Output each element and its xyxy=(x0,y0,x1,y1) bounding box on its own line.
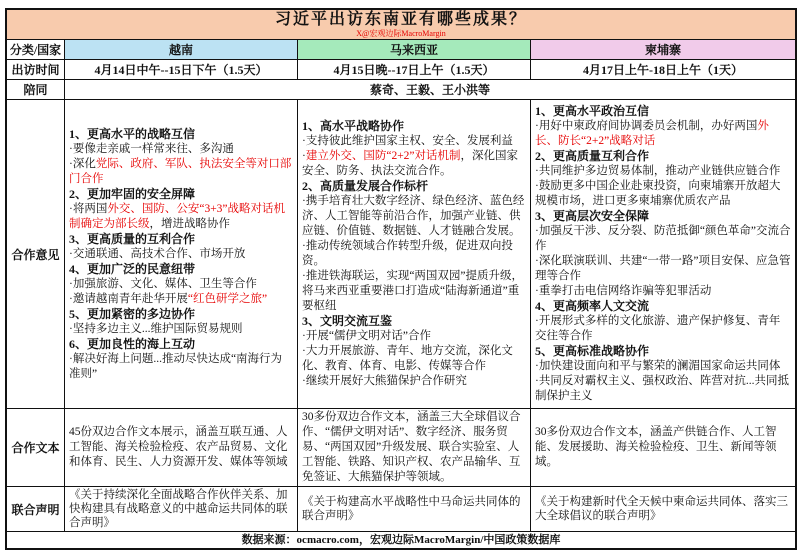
plain-text: ·加快建设面向和平与繁荣的澜湄国家命运共同体 xyxy=(535,360,781,372)
opinion-section-header xyxy=(69,187,293,202)
plain-text: ·加强反干涉、反分裂、防范抵御“颜色革命”交流合作 xyxy=(535,225,791,252)
opinion-bullet xyxy=(302,329,526,344)
joint-statement-row xyxy=(7,487,795,532)
plain-text: ·要像走亲戚一样常来往、多沟通 xyxy=(69,142,234,155)
plain-text: 2、更高质量互利合作 xyxy=(535,149,650,163)
plain-text: ·深化联演联训、共建“一带一路”项目安保、应急管理等合作 xyxy=(535,255,791,282)
opinion-bullet xyxy=(69,292,293,307)
opinion-bullet xyxy=(535,119,791,149)
highlighted-text: 外交、国防、公安“3+3”战略对话机制确定为部长级 xyxy=(69,202,286,230)
opinion-section-header xyxy=(69,337,293,352)
companions-row xyxy=(7,80,795,100)
title-row xyxy=(7,10,795,40)
visit-results-table xyxy=(5,8,797,550)
opinion-section-header xyxy=(535,299,791,314)
opinion-section-header xyxy=(69,307,293,322)
visit-time-label: 出访时间 xyxy=(7,60,65,79)
plain-text: ，深化国家安全、防务、执法交流合作。 xyxy=(302,150,519,177)
statement-cambodia: 《关于构建新时代全天候中柬命运共同体、落实三大全球倡议的联合声明》 xyxy=(535,496,788,522)
plain-text: 3、更高质量的互利合作 xyxy=(69,231,196,246)
highlighted-text: 建立外交、国防“2+2”对话机制 xyxy=(305,150,461,162)
country-header-row xyxy=(7,40,795,60)
opinion-section-header xyxy=(535,149,791,164)
opinion-bullet xyxy=(69,202,293,232)
plain-text: ·共同反对霸权主义、强权政治、阵营对抗...共同抵制保护主义 xyxy=(535,375,789,402)
opinion-bullet xyxy=(535,179,791,209)
visit-time-vietnam: 4月14日中午--15日下午（1.5天） xyxy=(65,60,298,79)
opinion-section-header xyxy=(535,104,791,119)
plain-text: ·推动传统领域合作转型升级，促进双向投资。 xyxy=(302,240,513,267)
opinion-section-header xyxy=(535,209,791,224)
opinion-section-header xyxy=(69,232,293,247)
opinion-bullet xyxy=(535,164,791,179)
column-header-cambodia: 柬埔寨 xyxy=(531,40,795,59)
column-header-malaysia: 马来西亚 xyxy=(298,40,531,59)
plain-text: ·将两国 xyxy=(69,202,108,215)
opinions-cambodia xyxy=(531,100,795,408)
plain-text: ·开展形式多样的文化旅游、遗产保护修复、青年交往等合作 xyxy=(535,315,781,342)
statement-vietnam: 《关于持续深化全面战略合作伙伴关系、加快构建具有战略意义的中越命运共同体的联合声明》 xyxy=(65,487,298,531)
plain-text: 1、高水平战略协作 xyxy=(302,119,405,133)
statement-label: 联合声明 xyxy=(7,487,65,531)
plain-text: · xyxy=(302,150,306,162)
opinion-section-header xyxy=(69,127,293,142)
opinion-bullet xyxy=(69,247,293,262)
plain-text: 1、更高水平的战略互信 xyxy=(69,126,196,141)
texts-label: 合作文本 xyxy=(7,409,65,486)
column-header-vietnam: 越南 xyxy=(65,40,298,59)
texts-cambodia: 30多份双边合作文本，涵盖产供链合作、人工智能、发展援助、海关检验检疫、卫生、新闻等领域。 xyxy=(535,426,777,468)
plain-text: ·大力开展旅游、青年、地方交流，深化文化、教育、体育、电影、传媒等合作 xyxy=(302,345,513,372)
visit-time-row xyxy=(7,60,795,80)
plain-text: 3、更高层次安全保障 xyxy=(535,209,650,223)
plain-text: 2、更加牢固的安全屏障 xyxy=(69,186,196,201)
opinion-bullet xyxy=(69,142,293,157)
plain-text: ·邀请越南青年赴华开展 xyxy=(69,292,188,305)
plain-text: ·交通联通、高技术合作、市场开放 xyxy=(69,247,246,260)
opinion-bullet xyxy=(302,134,526,149)
plain-text: ·加强旅游、文化、媒体、卫生等合作 xyxy=(69,277,257,290)
opinions-label: 合作意见 xyxy=(7,100,65,408)
plain-text: ，增进战略协作 xyxy=(149,217,230,230)
plain-text: ·继续开展好大熊猫保护合作研究 xyxy=(302,375,467,387)
opinion-bullet xyxy=(535,359,791,374)
plain-text: 5、更高标准战略协作 xyxy=(535,344,650,358)
opinion-section-header xyxy=(302,119,526,134)
visit-time-cambodia: 4月17日上午-18日上午（1天） xyxy=(583,62,743,77)
opinions-vietnam xyxy=(65,100,298,408)
watermark-handle: X@宏观边际MacroMargin xyxy=(356,29,446,38)
companions-value: 蔡奇、王毅、王小洪等 xyxy=(369,82,490,97)
opinion-bullet xyxy=(535,254,791,284)
plain-text: 4、更加广泛的民意纽带 xyxy=(69,261,196,276)
plain-text: ·用好中柬政府间协调委员会机制，办好两国 xyxy=(535,120,758,132)
opinion-bullet xyxy=(69,352,293,382)
plain-text: ·重拳打击电信网络诈骗等犯罪活动 xyxy=(535,285,712,297)
cooperation-texts-row xyxy=(7,409,795,487)
plain-text: ·共同维护多边贸易体制，推动产业链供应链合作 xyxy=(535,165,781,177)
opinion-bullet xyxy=(302,239,526,269)
highlighted-text: “红色研学之旅” xyxy=(187,292,268,305)
plain-text: ·坚持多边主义...维护国际贸易规则 xyxy=(69,322,243,335)
plain-text: 5、更加紧密的多边协作 xyxy=(69,306,196,321)
opinion-bullet xyxy=(302,374,526,389)
opinion-bullet xyxy=(302,269,526,314)
texts-malaysia: 30多份双边合作文本，涵盖三大全球倡议合作、“儒伊文明对话”、数字经济、服务贸易、“两国双园”升级发展、联合实验室、人工智能、铁路、知识产权、农产品输华、互免签证、大熊猫保护等领域。 xyxy=(298,409,531,486)
visit-time-malaysia: 4月15日晚--17日上午（1.5天） xyxy=(298,60,531,79)
opinion-bullet xyxy=(535,314,791,344)
data-source: 数据来源：ocmacro.com，宏观边际MacroMargin/中国政策数据库 xyxy=(241,533,561,546)
header-category-label: 分类/国家 xyxy=(7,40,65,59)
plain-text: 3、文明交流互鉴 xyxy=(302,314,393,328)
plain-text: 4、更高频率人文交流 xyxy=(535,299,650,313)
opinion-bullet xyxy=(535,224,791,254)
plain-text: 6、更加良性的海上互动 xyxy=(69,336,196,351)
companions-label: 陪同 xyxy=(7,80,65,99)
opinion-bullet xyxy=(69,277,293,292)
opinion-bullet xyxy=(535,374,791,404)
opinion-bullet xyxy=(302,344,526,374)
cooperation-opinions-row xyxy=(7,100,795,409)
opinions-malaysia xyxy=(298,100,531,408)
plain-text: 1、更高水平政治互信 xyxy=(535,104,650,118)
highlighted-text: 党际、政府、军队、执法安全等对口部门合作 xyxy=(69,157,292,185)
plain-text: ·深化 xyxy=(69,157,96,170)
opinion-section-header xyxy=(535,344,791,359)
opinion-bullet xyxy=(302,149,526,179)
plain-text: ·支持彼此维护国家主权、安全、发展利益 xyxy=(302,135,513,147)
texts-vietnam: 45份双边合作文本展示，涵盖互联互通、人工智能、海关检验检疫、农产品贸易、文化和体育、民生、人力资源开发、媒体等领域 xyxy=(65,409,298,486)
plain-text: 2、高质量发展合作标杆 xyxy=(302,179,429,193)
opinion-section-header xyxy=(69,262,293,277)
statement-malaysia: 《关于构建高水平战略性中马命运共同体的联合声明》 xyxy=(298,487,531,531)
opinion-section-header xyxy=(302,179,526,194)
opinion-bullet xyxy=(535,284,791,299)
opinion-bullet xyxy=(69,157,293,187)
footer-row xyxy=(7,532,795,548)
opinion-bullet xyxy=(302,194,526,239)
plain-text: ·携手培育壮大数字经济、绿色经济、蓝色经济、人工智能等前沿合作，加强产业链、供应链、价值链、数据链、人才链融合发展。 xyxy=(302,195,525,237)
page-title: 习近平出访东南亚有哪些成果？ xyxy=(274,11,527,28)
plain-text: ·推进铁海联运，实现“两国双园”提质升级，将马来西亚重要港口打造成“陆海新通道”重要枢纽 xyxy=(302,270,524,312)
plain-text: ·开展“儒伊文明对话”合作 xyxy=(302,330,432,342)
plain-text: ·解决好海上问题...推动尽快达成“南海行为准则” xyxy=(69,352,283,380)
plain-text: ·鼓励更多中国企业赴柬投资，向柬埔寨开放超大规模市场，进口更多柬埔寨优质农产品 xyxy=(535,180,781,207)
title-cell xyxy=(7,10,795,39)
opinion-bullet xyxy=(69,322,293,337)
highlighted-text: 外长、防长“2+2”战略对话 xyxy=(535,120,769,147)
opinion-section-header xyxy=(302,314,526,329)
